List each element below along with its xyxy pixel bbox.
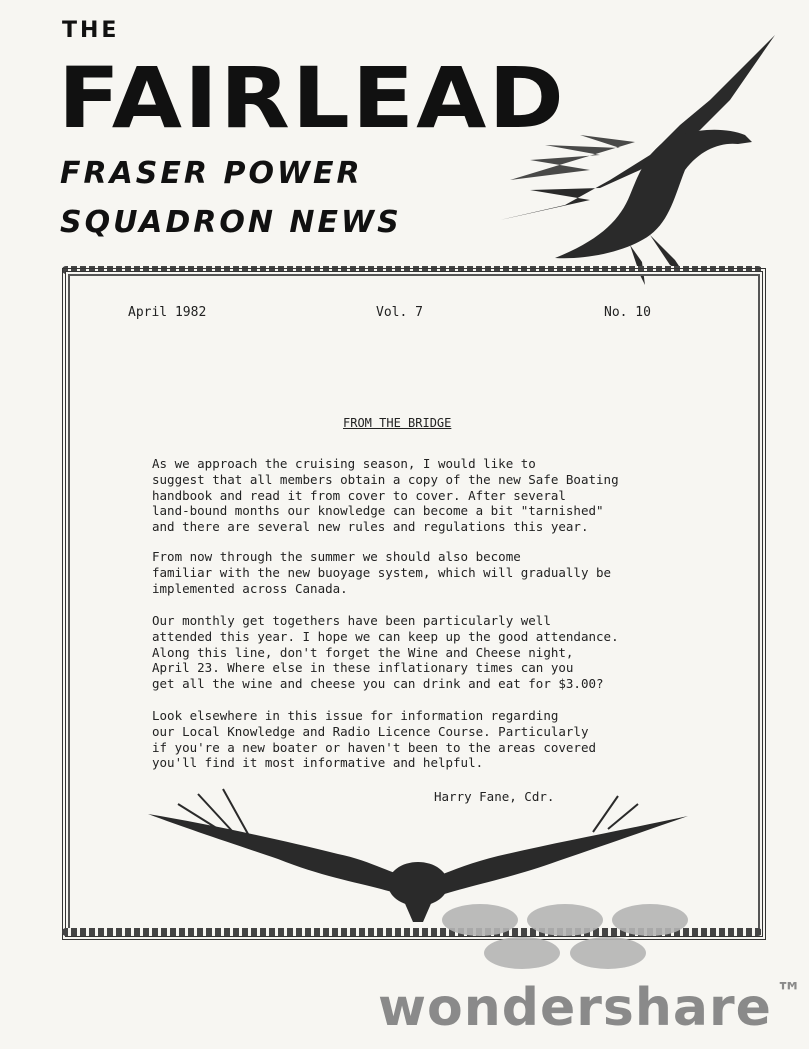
article-heading: FROM THE BRIDGE (343, 416, 452, 430)
watermark-brand: wondershare (378, 978, 772, 1038)
wondershare-watermark (378, 978, 803, 1038)
issue-date: April 1982 (128, 305, 207, 320)
article-paragraph: Our monthly get togethers have been particularly well attended this year. I hope we can keep up the good attendance. Along this line, don't forget the Wine and Cheese night, April 23. Where else in these inflationary times can you get all the wine and cheese you can drink and eat for $3.00? (152, 613, 619, 692)
issue-volume: Vol. 7 (376, 305, 423, 320)
masthead-title: FAIRLEAD (58, 49, 566, 147)
signature: Harry Fane, Cdr. (434, 789, 555, 804)
article-paragraph: As we approach the cruising season, I would like to suggest that all members obtain a copy of the new Safe Boating handbook and read it from cover to cover. After several land-bound months our knowledge can become a bit "tarnished" and there are several new rules and regulations this year. (152, 456, 619, 535)
wondershare-logo-icon (440, 898, 690, 978)
masthead-subtitle-line2: SQUADRON NEWS (60, 205, 402, 240)
issue-number: No. 10 (604, 305, 651, 320)
article-paragraph: Look elsewhere in this issue for information regarding our Local Knowledge and Radio Licence Course. Particularly if you're a new boater or haven't been to the areas covered you'll find it most informative and helpful. (152, 708, 597, 771)
eagle-illustration-top (470, 30, 790, 295)
watermark-trademark: ™ (775, 978, 803, 1008)
article-paragraph: From now through the summer we should also become familiar with the new buoyage system, which will gradually be implemented across Canada. (152, 549, 612, 596)
masthead-subtitle-line1: FRASER POWER (60, 156, 363, 191)
masthead-the: THE (62, 18, 120, 43)
